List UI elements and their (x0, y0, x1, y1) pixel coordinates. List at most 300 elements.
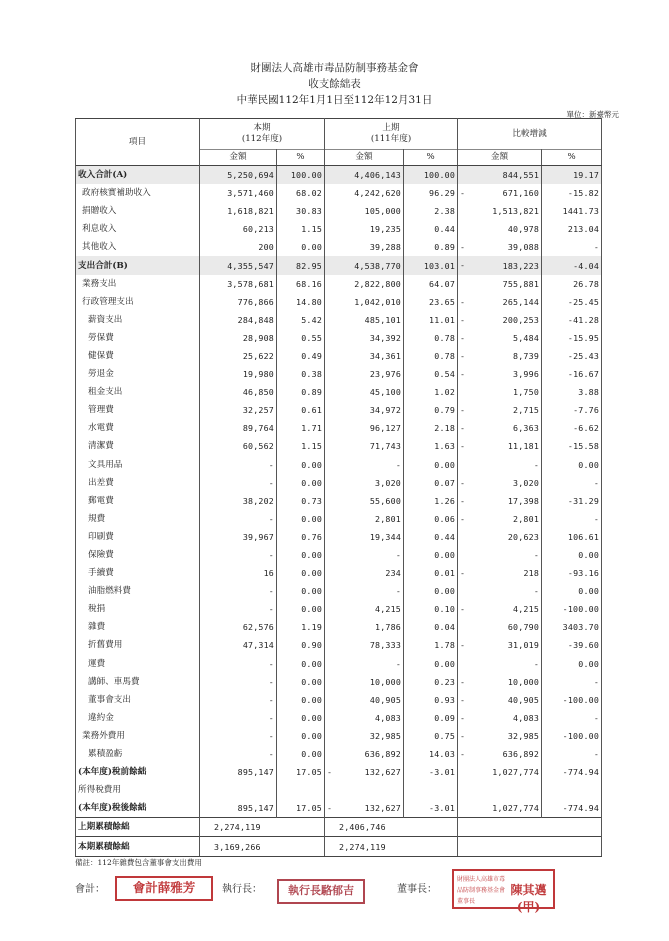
previous-amount (325, 564, 404, 582)
compare-pct: 0.00 (542, 582, 602, 600)
row-item: 累積盈虧 (76, 745, 200, 763)
compare-value: - (533, 459, 540, 470)
previous-amount (325, 727, 404, 745)
compare-value: 4,083 (513, 712, 540, 723)
compare-amount (458, 166, 542, 185)
compare-sign: - (460, 350, 466, 361)
header-amount: 金額 (325, 150, 404, 166)
compare-amount (458, 727, 542, 745)
previous-amount (325, 238, 404, 256)
current-amount: 3,578,681 (200, 275, 277, 293)
previous-amount (325, 799, 404, 818)
previous-value: 10,000 (369, 676, 402, 687)
table-row (76, 655, 602, 673)
compare-sign: - (460, 694, 466, 705)
header-item: 項目 (76, 119, 200, 166)
compare-value: 844,551 (502, 170, 540, 181)
table-row (76, 781, 602, 799)
previous-pct: 1.02 (404, 383, 458, 401)
compare-pct: 3403.70 (542, 618, 602, 636)
previous-amount: 2,406,746 (325, 818, 458, 837)
compare-amount (458, 347, 542, 365)
table-row (76, 691, 602, 709)
row-item: 其他收入 (76, 238, 200, 256)
compare-amount (458, 220, 542, 238)
compare-pct: -25.45 (542, 293, 602, 311)
current-pct: 0.00 (277, 673, 325, 691)
previous-amount (325, 202, 404, 220)
compare-sign: - (460, 640, 466, 651)
compare-value: - (533, 658, 540, 669)
compare-amount (458, 383, 542, 401)
previous-amount (325, 474, 404, 492)
executive-seal: 執行長駱郁吉 (277, 879, 365, 904)
compare-value: 2,715 (513, 405, 540, 416)
table-row (76, 256, 602, 274)
row-item: 勞退金 (76, 365, 200, 383)
compare-sign: - (460, 604, 466, 615)
compare-sign: - (460, 513, 466, 524)
compare-amount (458, 582, 542, 600)
compare-amount (458, 745, 542, 763)
current-amount: 2,274,119 (200, 818, 325, 837)
current-pct: 0.00 (277, 238, 325, 256)
previous-pct: 100.00 (404, 166, 458, 185)
compare-sign: - (460, 749, 466, 759)
previous-value: 105,000 (364, 206, 402, 217)
previous-value: 4,242,620 (354, 188, 402, 199)
compare-amount (458, 238, 542, 256)
currency-unit: 單位：新臺幣元 (566, 110, 619, 119)
footnote: 備註：112年雜費包含董事會支出費用 (75, 858, 202, 867)
row-item: 收入合計(A) (76, 166, 200, 185)
previous-value: 78,333 (369, 640, 402, 651)
current-amount: 47,314 (200, 636, 277, 654)
compare-value: 40,905 (507, 694, 540, 705)
table-row (76, 329, 602, 347)
compare-value: 4,215 (513, 604, 540, 615)
previous-amount (325, 166, 404, 185)
compare-pct: -6.62 (542, 419, 602, 437)
compare-sign: - (460, 441, 466, 452)
previous-amount (325, 618, 404, 636)
row-item: (本年度)稅前餘絀 (76, 763, 200, 781)
table-row (76, 600, 602, 618)
row-item: 印刷費 (76, 528, 200, 546)
previous-pct: 0.01 (404, 564, 458, 582)
compare-amount (458, 655, 542, 673)
previous-pct: 1.63 (404, 437, 458, 455)
previous-value: 132,627 (364, 767, 402, 778)
table-row (76, 564, 602, 582)
compare-amount (458, 419, 542, 437)
current-pct: 0.55 (277, 329, 325, 347)
previous-pct: 0.04 (404, 618, 458, 636)
previous-pct: 0.00 (404, 546, 458, 564)
table-row (76, 311, 602, 329)
chair-label: 董事長： (397, 884, 437, 895)
compare-pct: 1441.73 (542, 202, 602, 220)
compare-value: 10,000 (507, 676, 540, 687)
income-statement-table (75, 118, 602, 857)
row-item: 上期累積餘絀 (76, 818, 200, 837)
header-pct: % (542, 150, 602, 166)
table-row (76, 492, 602, 510)
previous-amount (325, 293, 404, 311)
table-row (76, 220, 602, 238)
row-item: 所得稅費用 (76, 781, 200, 799)
row-item: 違約金 (76, 709, 200, 727)
current-amount: 16 (200, 564, 277, 582)
previous-amount (325, 691, 404, 709)
compare-value: 31,019 (507, 640, 540, 651)
previous-amount (325, 275, 404, 293)
compare-pct: - (542, 474, 602, 492)
compare-pct (542, 781, 602, 799)
compare-value: 218 (523, 568, 540, 579)
previous-pct: 0.89 (404, 238, 458, 256)
row-item: 水電費 (76, 419, 200, 437)
previous-value: 32,985 (369, 730, 402, 741)
previous-pct: 0.93 (404, 691, 458, 709)
previous-value: 1,786 (375, 622, 402, 633)
header-current: 本期 (112年度) (200, 119, 325, 150)
table-row (76, 673, 602, 691)
previous-pct: 0.75 (404, 727, 458, 745)
compare-sign: - (460, 369, 466, 380)
previous-pct: 0.44 (404, 220, 458, 238)
doc-title: 收支餘絀表 (308, 78, 361, 90)
current-pct: 0.73 (277, 492, 325, 510)
compare-sign: - (460, 332, 466, 343)
previous-value: 71,743 (369, 441, 402, 452)
compare-amount (458, 673, 542, 691)
previous-amount (325, 600, 404, 618)
previous-sign: - (327, 767, 333, 778)
compare-sign: - (460, 477, 466, 488)
current-amount: - (200, 510, 277, 528)
table-row (76, 383, 602, 401)
current-amount: - (200, 691, 277, 709)
header-pct: % (404, 150, 458, 166)
table-row (76, 763, 602, 781)
chair-seal-org: 財團法人高雄市毒品防制事務基金會董事長 (457, 876, 506, 905)
accountant-seal: 會計薛雅芳 (115, 876, 213, 901)
previous-value: 485,101 (364, 314, 402, 325)
compare-amount (458, 329, 542, 347)
row-item: 手續費 (76, 564, 200, 582)
previous-value: 132,627 (364, 803, 402, 814)
compare-amount (458, 709, 542, 727)
previous-pct: 0.07 (404, 474, 458, 492)
compare-pct: -774.94 (542, 763, 602, 781)
row-item: 捐贈收入 (76, 202, 200, 220)
compare-sign: - (460, 676, 466, 687)
table-row (76, 437, 602, 455)
current-pct: 14.80 (277, 293, 325, 311)
compare-value: 671,160 (502, 188, 540, 199)
previous-pct: 0.78 (404, 329, 458, 347)
compare-amount (458, 546, 542, 564)
compare-amount (458, 564, 542, 582)
current-amount: - (200, 546, 277, 564)
previous-pct: -3.01 (404, 763, 458, 781)
current-amount: 46,850 (200, 383, 277, 401)
current-amount: 38,202 (200, 492, 277, 510)
current-amount: - (200, 709, 277, 727)
current-amount: 3,169,266 (200, 837, 325, 856)
compare-value: - (533, 550, 540, 561)
current-amount: - (200, 456, 277, 474)
table-row (76, 365, 602, 383)
row-item: 業務支出 (76, 275, 200, 293)
previous-amount (325, 383, 404, 401)
previous-pct: 0.44 (404, 528, 458, 546)
compare-value: 183,223 (502, 260, 540, 271)
compare-amount (458, 365, 542, 383)
compare-value: 1,750 (513, 387, 540, 398)
current-pct: 1.15 (277, 437, 325, 455)
previous-value: - (395, 658, 402, 669)
compare-value: 1,027,774 (492, 803, 540, 814)
compare-value: 265,144 (502, 296, 540, 307)
row-item: 管理費 (76, 401, 200, 419)
row-item: 規費 (76, 510, 200, 528)
current-pct: 0.76 (277, 528, 325, 546)
compare-amount (458, 474, 542, 492)
compare-amount (458, 401, 542, 419)
current-amount: 62,576 (200, 618, 277, 636)
previous-pct: 0.79 (404, 401, 458, 419)
current-pct: 0.00 (277, 564, 325, 582)
previous-value: 34,972 (369, 405, 402, 416)
previous-value: 4,083 (375, 712, 402, 723)
previous-value: 96,127 (369, 423, 402, 434)
compare-value: 3,996 (513, 369, 540, 380)
period: 中華民國112年1月1日至112年12月31日 (236, 94, 433, 106)
compare-pct: -31.29 (542, 492, 602, 510)
table-row (76, 474, 602, 492)
current-pct: 30.83 (277, 202, 325, 220)
compare-amount (458, 437, 542, 455)
compare-sign: - (460, 568, 466, 579)
compare-value: 6,363 (513, 423, 540, 434)
compare-amount (458, 837, 602, 856)
compare-value: 755,881 (502, 278, 540, 289)
previous-value: 19,235 (369, 224, 402, 235)
current-pct: 0.49 (277, 347, 325, 365)
previous-value: - (395, 459, 402, 470)
previous-value: 4,538,770 (354, 260, 402, 271)
compare-pct: -774.94 (542, 799, 602, 818)
previous-pct: 2.38 (404, 202, 458, 220)
table-row (76, 419, 602, 437)
previous-amount (325, 546, 404, 564)
row-item: 支出合計(B) (76, 256, 200, 274)
current-pct: 1.15 (277, 220, 325, 238)
previous-amount (325, 456, 404, 474)
previous-value: 23,976 (369, 369, 402, 380)
previous-pct: 1.78 (404, 636, 458, 654)
compare-pct: -16.67 (542, 365, 602, 383)
compare-value: 40,978 (507, 224, 540, 235)
previous-amount (325, 184, 404, 202)
compare-pct: 106.61 (542, 528, 602, 546)
compare-amount (458, 311, 542, 329)
current-amount: 60,213 (200, 220, 277, 238)
previous-pct: -3.01 (404, 799, 458, 818)
previous-value: 34,361 (369, 350, 402, 361)
previous-value: 3,020 (375, 477, 402, 488)
current-amount: 895,147 (200, 763, 277, 781)
previous-value: 39,288 (369, 242, 402, 253)
compare-pct: 0.00 (542, 655, 602, 673)
previous-value: 55,600 (369, 495, 402, 506)
table-row (76, 818, 602, 837)
header-pct: % (277, 150, 325, 166)
previous-pct: 0.54 (404, 365, 458, 383)
current-pct: 0.00 (277, 691, 325, 709)
table-row (76, 618, 602, 636)
previous-pct (404, 781, 458, 799)
previous-pct: 0.00 (404, 456, 458, 474)
current-amount: 39,967 (200, 528, 277, 546)
row-item: 郵電費 (76, 492, 200, 510)
current-amount: - (200, 582, 277, 600)
previous-pct: 23.65 (404, 293, 458, 311)
current-amount: - (200, 745, 277, 763)
compare-amount (458, 818, 602, 837)
previous-amount (325, 419, 404, 437)
compare-sign: - (460, 495, 466, 506)
row-item: 本期累積餘絀 (76, 837, 200, 856)
table-row (76, 184, 602, 202)
compare-amount (458, 510, 542, 528)
row-item: 利息收入 (76, 220, 200, 238)
compare-amount (458, 275, 542, 293)
compare-value: 17,398 (507, 495, 540, 506)
current-amount: 4,355,547 (200, 256, 277, 274)
previous-amount (325, 510, 404, 528)
compare-value: 636,892 (502, 749, 540, 760)
compare-value: 3,020 (513, 477, 540, 488)
current-pct: 0.00 (277, 474, 325, 492)
header-amount: 金額 (200, 150, 277, 166)
current-amount: 5,250,694 (200, 166, 277, 185)
previous-amount (325, 347, 404, 365)
compare-pct: -39.60 (542, 636, 602, 654)
previous-pct: 96.29 (404, 184, 458, 202)
previous-amount (325, 220, 404, 238)
current-amount: - (200, 727, 277, 745)
previous-value: 636,892 (364, 749, 402, 760)
table-row (76, 275, 602, 293)
previous-value: - (395, 550, 402, 561)
current-pct: 0.00 (277, 709, 325, 727)
compare-pct: -93.16 (542, 564, 602, 582)
compare-sign: - (460, 296, 466, 307)
previous-amount (325, 311, 404, 329)
previous-amount (325, 365, 404, 383)
current-pct: 0.00 (277, 727, 325, 745)
compare-value: - (533, 586, 540, 597)
previous-pct: 0.00 (404, 582, 458, 600)
current-amount: 200 (200, 238, 277, 256)
row-item: 行政管理支出 (76, 293, 200, 311)
compare-pct: -4.04 (542, 256, 602, 274)
compare-sign: - (460, 260, 466, 271)
current-amount: 895,147 (200, 799, 277, 818)
current-pct: 0.00 (277, 510, 325, 528)
chair-seal (452, 869, 555, 914)
current-amount (200, 781, 277, 799)
table-row (76, 293, 602, 311)
header-amount: 金額 (458, 150, 542, 166)
compare-value: 5,484 (513, 332, 540, 343)
previous-pct: 2.18 (404, 419, 458, 437)
compare-amount (458, 763, 542, 781)
previous-value: 4,406,143 (354, 170, 402, 181)
previous-amount (325, 437, 404, 455)
compare-amount (458, 636, 542, 654)
compare-sign: - (460, 242, 466, 253)
compare-amount (458, 618, 542, 636)
current-pct: 0.61 (277, 401, 325, 419)
current-pct: 0.00 (277, 745, 325, 763)
compare-pct: 3.88 (542, 383, 602, 401)
compare-pct: 26.78 (542, 275, 602, 293)
compare-pct: -41.28 (542, 311, 602, 329)
previous-amount (325, 528, 404, 546)
previous-value: 40,905 (369, 694, 402, 705)
row-item: 健保費 (76, 347, 200, 365)
header-previous: 上期 (111年度) (325, 119, 458, 150)
current-pct: 0.00 (277, 456, 325, 474)
current-amount: 1,618,821 (200, 202, 277, 220)
compare-pct: 213.04 (542, 220, 602, 238)
compare-amount (458, 184, 542, 202)
table-row (76, 636, 602, 654)
row-item: 業務外費用 (76, 727, 200, 745)
table-row (76, 582, 602, 600)
row-item: 折舊費用 (76, 636, 200, 654)
compare-value: 39,088 (507, 242, 540, 253)
row-item: 董事會支出 (76, 691, 200, 709)
previous-pct: 0.10 (404, 600, 458, 618)
header-compare: 比較增減 (458, 119, 602, 150)
current-amount: - (200, 474, 277, 492)
current-pct: 1.19 (277, 618, 325, 636)
row-item: 講師、車馬費 (76, 673, 200, 691)
table-row (76, 166, 602, 185)
previous-value: 19,344 (369, 531, 402, 542)
compare-value: 11,181 (507, 441, 540, 452)
row-item: 稅捐 (76, 600, 200, 618)
previous-value: 1,042,010 (354, 296, 402, 307)
current-pct: 68.02 (277, 184, 325, 202)
current-pct: 0.89 (277, 383, 325, 401)
row-item: 租金支出 (76, 383, 200, 401)
current-pct: 82.95 (277, 256, 325, 274)
previous-pct: 11.01 (404, 311, 458, 329)
current-pct: 0.00 (277, 582, 325, 600)
previous-amount (325, 781, 404, 799)
row-item: 薪資支出 (76, 311, 200, 329)
previous-pct: 0.00 (404, 655, 458, 673)
current-pct: 68.16 (277, 275, 325, 293)
current-amount: - (200, 673, 277, 691)
table-row (76, 745, 602, 763)
